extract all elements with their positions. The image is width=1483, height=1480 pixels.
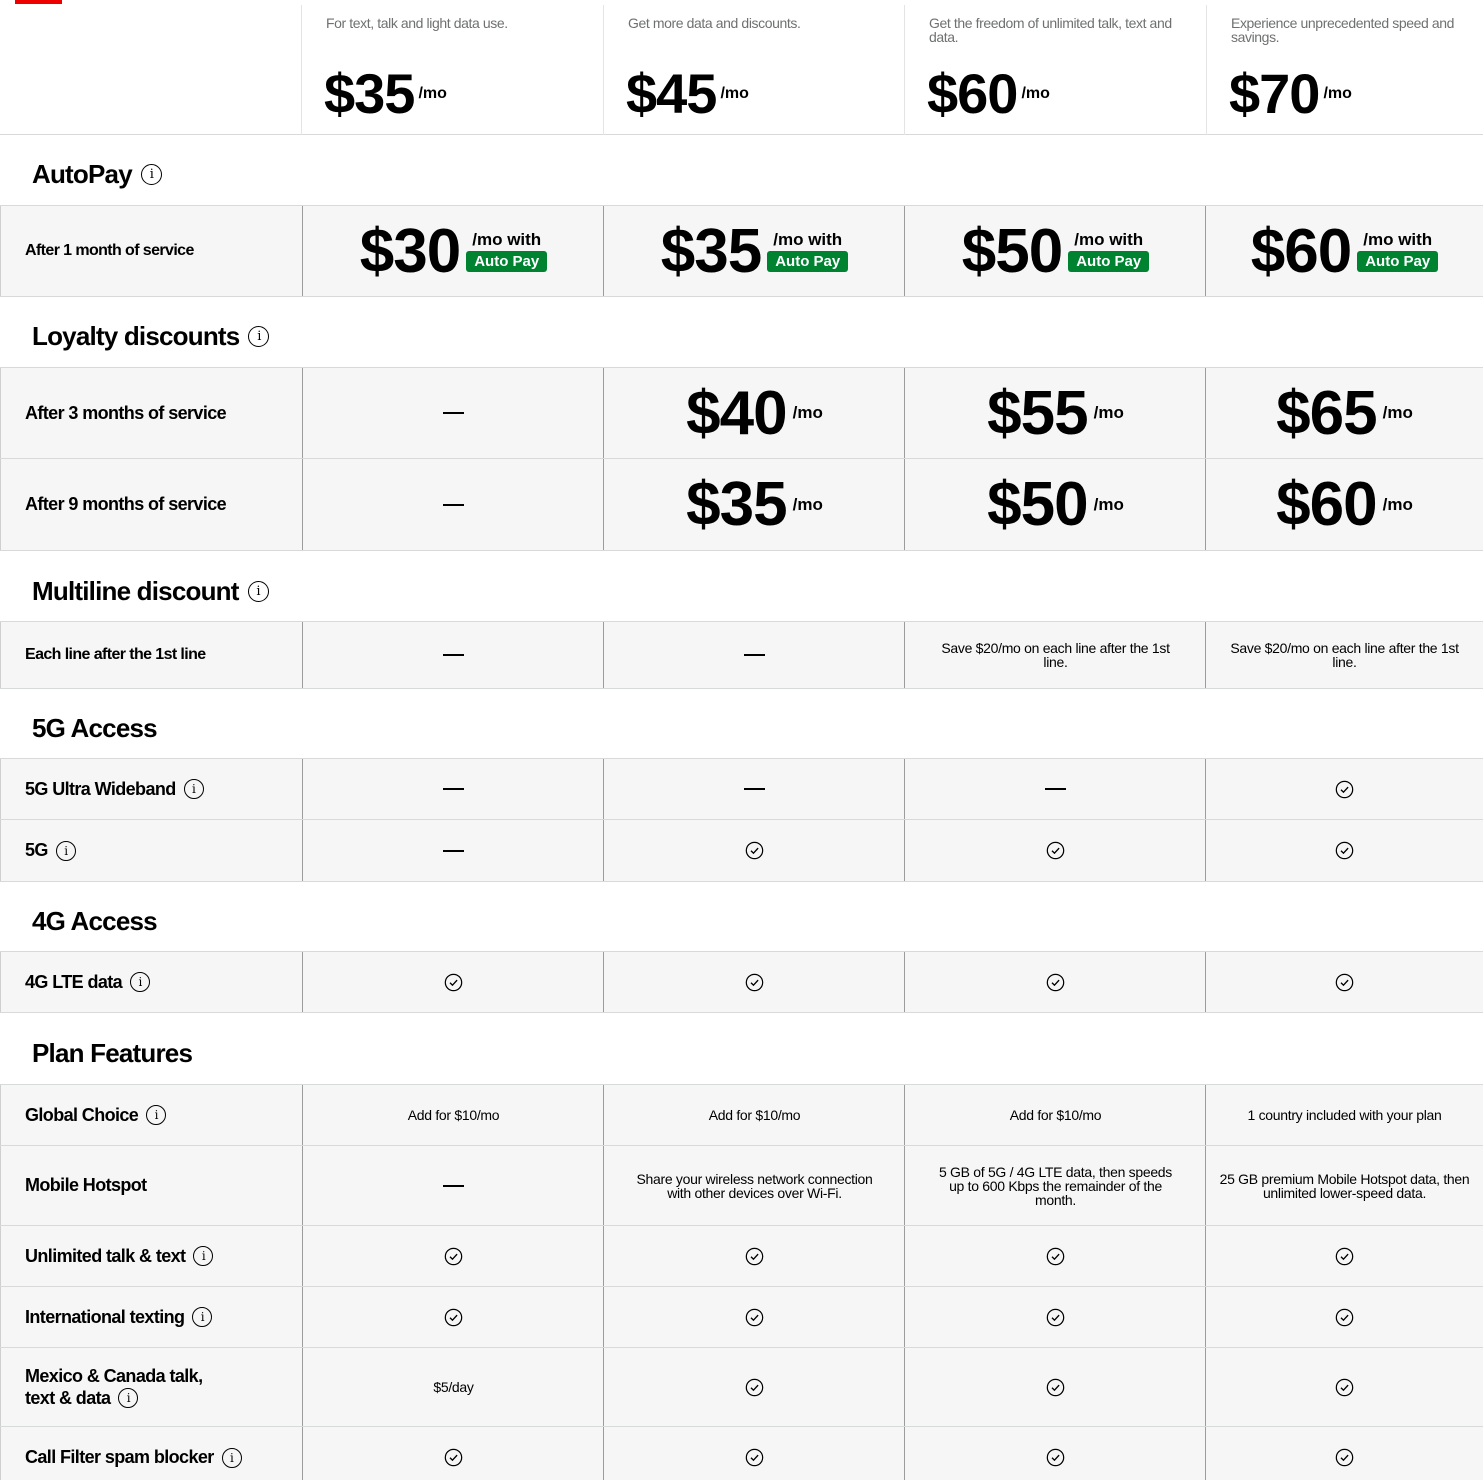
table-cell <box>1205 759 1483 819</box>
checkmark-circle-icon <box>745 841 764 860</box>
price-unit: /mo with <box>773 229 843 249</box>
table-cell <box>302 1287 604 1347</box>
cell-text: 5 GB of 5G / 4G LTE data, then speeds up to 600 Kbps the remainder of the month. <box>938 1163 1172 1208</box>
info-icon[interactable]: i <box>56 841 76 861</box>
price-amount: $30 <box>359 216 461 286</box>
price-amount: $50 <box>961 216 1063 286</box>
price-amount: $65 <box>1276 378 1377 448</box>
table-cell <box>904 368 1206 458</box>
table-cell <box>603 952 905 1012</box>
price <box>686 378 823 449</box>
row-label <box>25 1348 202 1426</box>
table-cell <box>302 1085 604 1145</box>
section-title-multiline <box>32 576 269 607</box>
price-unit: /mo <box>1093 403 1124 422</box>
table-cell <box>904 1226 1206 1286</box>
checkmark-circle-icon <box>1335 841 1354 860</box>
row-label <box>25 368 226 458</box>
table-cell <box>1205 1226 1483 1286</box>
row-label-line: Mexico & Canada talk, <box>25 1366 203 1386</box>
row-label-line: text & data <box>25 1388 111 1408</box>
table-row <box>0 1427 1483 1480</box>
cell-text: Save $20/mo on each line after the 1st line. <box>1230 640 1459 670</box>
section-title-loyalty <box>32 321 269 352</box>
info-icon[interactable]: i <box>146 1105 166 1125</box>
autopay-cell <box>1205 206 1483 296</box>
price-amount: $35 <box>324 62 415 125</box>
plan-price <box>1229 61 1352 126</box>
checkmark-circle-icon <box>1335 1247 1354 1266</box>
table-row <box>0 1146 1483 1226</box>
cell-text: 25 GB premium Mobile Hotspot data, then unlimited lower-speed data. <box>1219 1170 1470 1201</box>
price-unit: /mo with <box>1074 229 1144 249</box>
cell-text: $5/day <box>433 1379 474 1395</box>
info-icon[interactable]: i <box>118 1388 138 1408</box>
table-row <box>0 951 1483 1013</box>
dash-icon <box>443 654 464 656</box>
plan-price <box>626 61 749 126</box>
price-unit: /mo <box>1382 494 1413 514</box>
checkmark-circle-icon <box>444 1308 463 1327</box>
info-icon[interactable]: i <box>193 1246 213 1266</box>
checkmark-circle-icon <box>1046 1247 1065 1266</box>
row-label <box>25 1427 242 1480</box>
price-unit: /mo <box>418 84 447 102</box>
checkmark-circle-icon <box>1335 973 1354 992</box>
table-cell <box>302 459 604 550</box>
table-cell <box>603 1146 905 1225</box>
info-icon[interactable]: i <box>184 779 204 799</box>
row-label <box>25 1146 147 1225</box>
info-icon[interactable]: i <box>141 164 162 185</box>
row-label <box>25 952 150 1012</box>
price <box>686 469 823 540</box>
dash-icon <box>744 788 765 790</box>
table-cell <box>1205 952 1483 1012</box>
section-title-text: 4G Access <box>32 906 157 936</box>
section-title-text: Multiline discount <box>32 576 239 606</box>
info-icon[interactable]: i <box>130 972 150 992</box>
plan-description: Get more data and discounts. <box>628 15 801 31</box>
price-unit: /mo with <box>1363 229 1433 249</box>
dash-icon <box>1045 788 1066 790</box>
info-icon[interactable]: i <box>248 581 269 602</box>
table-cell <box>603 1226 905 1286</box>
price <box>987 469 1124 540</box>
plan-header <box>0 0 1483 135</box>
table-cell <box>603 759 905 819</box>
row-label-text: Each line after the 1st line <box>25 646 206 663</box>
table-cell <box>1205 1427 1483 1480</box>
dash-icon <box>443 788 464 790</box>
row-label-text: 5G <box>25 840 48 860</box>
table-cell <box>904 1287 1206 1347</box>
table-cell <box>1205 622 1483 688</box>
price-unit: /mo <box>1323 84 1352 102</box>
table-cell <box>302 759 604 819</box>
table-cell <box>1205 1348 1483 1426</box>
price-amount: $50 <box>987 470 1088 539</box>
price-amount: $60 <box>1276 470 1377 539</box>
checkmark-circle-icon <box>745 1308 764 1327</box>
checkmark-circle-icon <box>444 973 463 992</box>
section-title-text: Plan Features <box>32 1038 193 1068</box>
cell-text: 1 country included with your plan <box>1247 1107 1442 1123</box>
checkmark-circle-icon <box>1046 1308 1065 1327</box>
cell-text: Add for $10/mo <box>1009 1107 1102 1123</box>
table-cell <box>1205 1085 1483 1145</box>
price-amount: $70 <box>1229 62 1320 125</box>
table-row <box>0 621 1483 689</box>
dash-icon <box>443 412 464 414</box>
section-title-text: Loyalty discounts <box>32 321 240 351</box>
price-unit: /mo <box>792 494 823 514</box>
table-row <box>0 758 1483 820</box>
table-cell <box>603 1287 905 1347</box>
table-row <box>0 1226 1483 1287</box>
row-label-text: Mobile Hotspot <box>25 1175 147 1195</box>
autopay-badge: Auto Pay <box>1068 251 1149 272</box>
row-label-text: After 9 months of service <box>25 494 227 514</box>
info-icon[interactable]: i <box>248 326 269 347</box>
table-cell <box>904 1085 1206 1145</box>
checkmark-circle-icon <box>1046 1448 1065 1467</box>
row-label-wrap <box>25 1365 202 1409</box>
price-unit: /mo <box>720 84 749 102</box>
table-cell <box>1205 368 1483 458</box>
autopay-badge: Auto Pay <box>767 251 848 272</box>
table-cell <box>603 368 905 458</box>
autopay-badge: Auto Pay <box>466 251 547 272</box>
checkmark-circle-icon <box>1335 780 1354 799</box>
table-cell <box>904 1146 1206 1225</box>
dash-icon <box>744 654 765 656</box>
row-label <box>25 1226 213 1286</box>
row-label-text: 5G Ultra Wideband <box>25 778 176 799</box>
row-label-text: 4G LTE data <box>25 971 123 992</box>
table-row <box>0 1348 1483 1427</box>
checkmark-circle-icon <box>745 973 764 992</box>
table-row <box>0 820 1483 882</box>
table-row <box>0 459 1483 551</box>
autopay-cell <box>603 206 905 296</box>
checkmark-circle-icon <box>745 1448 764 1467</box>
plan-description: Get the freedom of unlimited talk, text and data. <box>929 15 1172 45</box>
table-cell <box>1205 459 1483 550</box>
table-cell <box>603 1348 905 1426</box>
table-cell <box>904 1427 1206 1480</box>
checkmark-circle-icon <box>1046 1378 1065 1397</box>
plan-column-3 <box>904 5 1206 135</box>
table-cell <box>302 368 604 458</box>
checkmark-circle-icon <box>1335 1308 1354 1327</box>
price-unit: /mo <box>1093 494 1124 514</box>
plan-price <box>927 61 1050 126</box>
table-cell <box>302 622 604 688</box>
checkmark-circle-icon <box>745 1247 764 1266</box>
checkmark-circle-icon <box>1335 1378 1354 1397</box>
price-amount: $60 <box>927 62 1018 125</box>
autopay-cell <box>302 206 604 296</box>
table-cell <box>302 1348 604 1426</box>
autopay-cell <box>904 206 1206 296</box>
cell-text: Add for $10/mo <box>407 1107 500 1123</box>
row-label-text: Unlimited talk & text <box>25 1245 186 1266</box>
price-unit: /mo <box>1021 84 1050 102</box>
dash-icon <box>443 504 464 506</box>
plan-column-1 <box>301 5 603 135</box>
row-label-line-wrap <box>25 1387 202 1409</box>
info-icon[interactable]: i <box>192 1307 212 1327</box>
row-label-text: Global Choice <box>25 1104 139 1125</box>
row-label-text: International texting <box>25 1306 185 1327</box>
table-cell <box>904 820 1206 881</box>
table-cell <box>302 1427 604 1480</box>
price-amount: $60 <box>1250 216 1352 286</box>
table-cell <box>302 1226 604 1286</box>
price <box>987 378 1124 449</box>
price-unit: /mo <box>792 403 823 422</box>
table-cell <box>603 820 905 881</box>
section-title-text: AutoPay <box>32 159 132 189</box>
price-amount: $35 <box>660 216 762 286</box>
dash-icon <box>443 850 464 852</box>
row-label: After 1 month of service <box>25 242 194 259</box>
price-amount: $45 <box>626 62 717 125</box>
table-cell <box>904 1348 1206 1426</box>
price-unit: /mo <box>1382 403 1413 422</box>
cell-text: Share your wireless network connection with other devices over Wi-Fi. <box>636 1170 873 1201</box>
price-amount: $40 <box>686 378 787 448</box>
table-cell <box>1205 1146 1483 1225</box>
table-cell <box>904 459 1206 550</box>
table-row <box>0 367 1483 459</box>
section-title-4g-access <box>32 906 157 937</box>
checkmark-circle-icon <box>1046 973 1065 992</box>
table-cell <box>302 1146 604 1225</box>
price-amount: $55 <box>987 378 1088 448</box>
table-cell <box>904 622 1206 688</box>
row-label <box>25 1287 212 1347</box>
table-cell <box>1205 1287 1483 1347</box>
table-cell <box>603 1085 905 1145</box>
section-title-plan-features <box>32 1038 192 1069</box>
table-row <box>0 1287 1483 1348</box>
plan-price <box>324 61 447 126</box>
price <box>1276 469 1413 540</box>
section-title-5g-access <box>32 713 157 744</box>
row-label <box>25 759 204 819</box>
cell-text: Add for $10/mo <box>708 1107 801 1123</box>
row-label <box>25 459 226 550</box>
plan-column-2 <box>603 5 905 135</box>
checkmark-circle-icon <box>745 1378 764 1397</box>
row-label <box>25 1085 166 1145</box>
plan-description: Experience unprecedented speed and savings. <box>1231 15 1455 45</box>
cell-text: Save $20/mo on each line after the 1st line. <box>941 640 1170 670</box>
row-label-text: After 3 months of service <box>25 402 227 423</box>
info-icon[interactable]: i <box>222 1448 242 1468</box>
table-cell <box>603 622 905 688</box>
row-label <box>25 820 76 881</box>
table-cell <box>1205 820 1483 881</box>
section-title-text: 5G Access <box>32 713 157 743</box>
table-cell <box>904 759 1206 819</box>
table-cell <box>302 952 604 1012</box>
checkmark-circle-icon <box>444 1448 463 1467</box>
checkmark-circle-icon <box>1335 1448 1354 1467</box>
table-row-autopay <box>0 205 1483 297</box>
checkmark-circle-icon <box>444 1247 463 1266</box>
price-unit: /mo with <box>472 229 542 249</box>
plan-column-4 <box>1206 5 1483 135</box>
plan-description: For text, talk and light data use. <box>326 15 508 31</box>
section-title-autopay <box>32 159 162 190</box>
table-cell <box>603 459 905 550</box>
checkmark-circle-icon <box>1046 841 1065 860</box>
dash-icon <box>443 1185 464 1187</box>
price-amount: $35 <box>686 470 787 539</box>
table-cell <box>904 952 1206 1012</box>
row-label-text: Call Filter spam blocker <box>25 1447 214 1467</box>
row-label <box>25 622 206 688</box>
table-cell <box>603 1427 905 1480</box>
price <box>1276 378 1413 449</box>
autopay-badge: Auto Pay <box>1357 251 1438 272</box>
table-row <box>0 1084 1483 1146</box>
table-cell <box>302 820 604 881</box>
